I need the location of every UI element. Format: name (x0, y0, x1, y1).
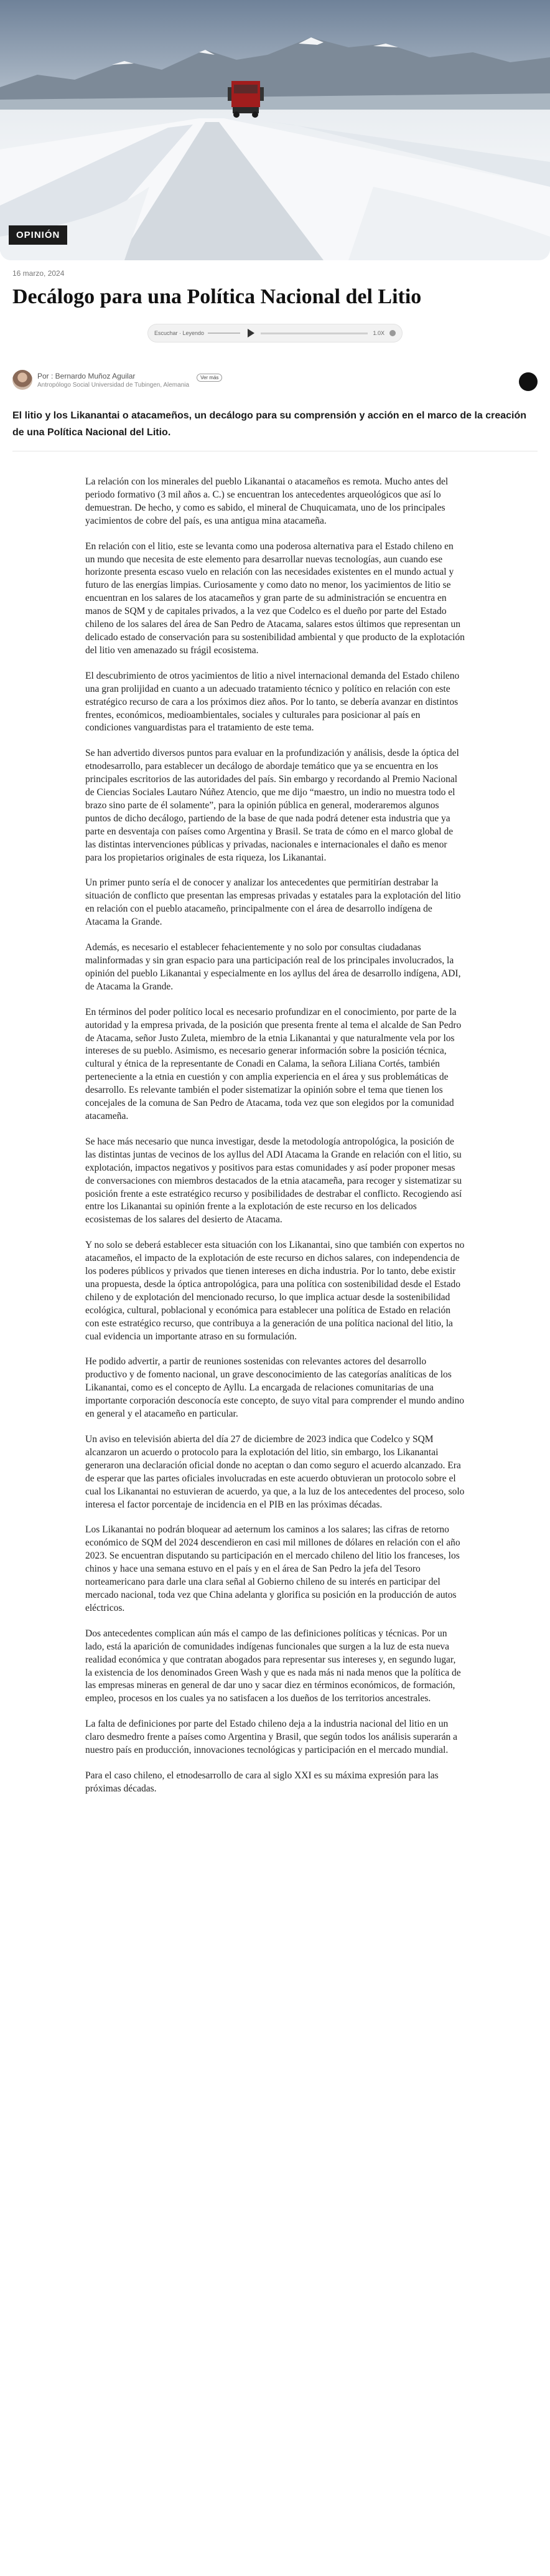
paragraph: Para el caso chileno, el etnodesarrollo de cara al siglo XXI es su máxima expresión para las próximas décadas. (85, 1770, 439, 1794)
paragraph: Dos antecedentes complican aún más el campo de las definiciones políticas y técnicas. Por un lado, está la aparición de comunidades indígenas funcionales que surgen a la luz de esta nueva realidad económica y que contratan abogados para representar sus intereses y, en segundo lugar, la existencia de los denominados Green Wash y que es nada más ni nada menos que la política de las empresas mineras en general de dar uno y sacar diez en términos económicos, de formación, empleo, procesos en los cuales ya no satisfacen a los dueños de los territorios ancestrales. (85, 1628, 461, 1704)
author-block (12, 370, 222, 390)
article-body (85, 476, 465, 1808)
paragraph: Un aviso en televisión abierta del día 27 de diciembre de 2023 indica que Codelco y SQM alcanzaron un acuerdo o protocolo para la explotación del litio, sin embargo, los Likanantai generaron una declaración oficial donde no aceptan o dan como seguro el acuerdo alcanzado. Era de esperar que las partes oficiales involucradas en este acuerdo obtuvieran un protocolo sobre el cual los Likanantai no estuvieran de acuerdo, ya que, a la luz de los antecedentes del proceso, solo interesa el factor porcentaje de incidencia en el PIB en las próximas décadas. (85, 1434, 465, 1510)
playback-rate[interactable]: 1.0X (373, 330, 385, 336)
options-icon[interactable] (389, 330, 396, 336)
paragraph: La falta de definiciones por parte del Estado chileno deja a la industria nacional del litio en un claro desmedro frente a países como Argentina y Brasil, que según todos los análisis superarán a nuestro país en producción, innovaciones tecnológicas y participación en el mercado mundial. (85, 1719, 458, 1756)
paragraph: Los Likanantai no podrán bloquear ad aeternum los caminos a los salares; las cifras de retorno económico de SQM del 2024 descendieron en casi mil millones de dólares en relación con el año 2023. Se encuentran disputando su participación en el mercado chileno del litio los franceses, los chinos y hace una semana estuvo en el país y en el área de San Pedro la jefa del Tesoro norteamericano para darle una clara señal al Gobierno chileno de su interés en participar del mercado nacional, toda vez que China adelanta y glorifica su posición en la producción de autos eléctricos. (85, 1524, 460, 1613)
share-icon[interactable] (519, 372, 538, 391)
paragraph: Un primer punto sería el de conocer y analizar los antecedentes que permitirían destrabar la situación de conflicto que presentan las empresas privadas y estatales para la explotación del litio en relación con el pueblo atacameño, principalmente con el área de desarrollo indígena de Atacama la Grande. (85, 877, 461, 928)
progress-bar[interactable] (261, 333, 368, 334)
hero-illustration (0, 0, 550, 260)
article-lede: El litio y los Likanantai o atacameños, un decálogo para su comprensión y acción en el marco de la creación de una Política Nacional del Litio. (12, 410, 527, 438)
paragraph: Se hace más necesario que nunca investigar, desde la metodología antropológica, la posición de las distintas juntas de vecinos de los ayllus del ADI Atacama la Grande en relación con el litio, su explotación, impactos negativos y positivos para estas comunidades y así poder proponer mesas de conversaciones con miembros destacados de la etnia atacameña, para recoger y sistematizar su posición frente a este estratégico recurso y posibilidades de destrabar el conflicto. Recogiendo así entre los Likanantai su opinión frente a la explotación de este recurso en los delicados ecosistemas de los salares del desierto de Atacama. (85, 1136, 462, 1225)
article-title: Decálogo para una Política Nacional del Litio (12, 285, 422, 308)
volume-track[interactable] (208, 333, 240, 334)
paragraph: Y no solo se deberá establecer esta situación con los Likanantai, sino que también con expertos no atacameños, el impacto de la explotación de este recurso en dichos salares, con independencia de los poderes públicos y privados que tienen intereses en dicha industria. Por lo tanto, debe existir una propuesta, desde la óptica antropológica, para una política con sostenibilidad desde el Estado chileno y de explotación del mencionado recurso, lo que implica actuar desde la sostenibilidad ecológica, cultural, poblacional y económica para establecer una política de Estado en relación con este estratégico recurso, que contribuya a la generación de una política nacional del litio, la cual evidencia un importante atraso en su formulación. (85, 1240, 465, 1342)
publish-date: 16 marzo, 2024 (12, 269, 65, 278)
author-affiliation: Antropólogo Social Universidad de Tubingen, Alemania (37, 381, 190, 389)
paragraph: La relación con los minerales del pueblo Likanantai o atacameños es remota. Mucho antes del periodo formativo (3 mil años a. C.) se encuentran los antecedentes arqueológicos que así lo demuestran. De hecho, y como es sabido, el mineral de Chuquicamata, uno de los principales yacimientos de cobre del país, es una antigua mina atacameña. (85, 476, 449, 526)
play-icon[interactable] (248, 329, 254, 337)
audio-label: Escuchar · Leyendo (154, 330, 205, 336)
audio-player (147, 324, 403, 342)
paragraph: En términos del poder político local es necesario profundizar en el conocimiento, por parte de la autoridad y la empresa privada, de la posición que presenta frente al tema el alcalde de San Pedro de Atacama, señor Justo Zuleta, miembro de la etnia Likanantai y que naturalmente vela por los intereses de su pueblo. Asimismo, es necesario generar información sobre la posición técnica, cultural y étnica de la representante de Conadi en Calama, la señora Liliana Cortés, también perteneciente a la etnia en cuestión y con amplia experiencia en el área y sus problemáticas de desarrollo. Es relevante también el poder sistematizar la opinión sobre el tema que tienen los concejales de la comuna de San Pedro de Atacama, toda vez que son elegidos por la comunidad atacameña. (85, 1006, 462, 1121)
paragraph: El descubrimiento de otros yacimientos de litio a nivel internacional demanda del Estado chileno una gran prolijidad en cuanto a un adecuado tratamiento técnico y político en relación con este estratégico recurso de cara a los próximos diez años. Por lo tanto, se debería avanzar en distintos frentes, económicos, medioambientales, sociales y culturales para posicionar al país en condiciones vanguardistas para el tratamiento de este tema. (85, 670, 460, 734)
author-more-button[interactable]: Ver más (197, 374, 222, 382)
paragraph: En relación con el litio, este se levanta como una poderosa alternativa para el Estado chileno en un mundo que necesita de este elemento para desarrollar nuevas tecnologías, aun cuando ese horizonte presenta escaso vuelo en relación con las necesidades existentes en el mundo actual y futuro de las energías limpias. Curiosamente y como dato no menor, los yacimientos de litio se encuentran en los salares de los atacameños y gran parte de su administración se encuentra en manos de SQM y de capitales privados, a la vez que Codelco es el dueño por parte del Estado chileno de los salares del área de San Pedro de Atacama, salares estos últimos que representan un delicado estado de conservación para su sostenibilidad ambiental y que producto de la explotación del litio ven amenazado su frágil ecosistema. (85, 540, 465, 656)
paragraph: Se han advertido diversos puntos para evaluar en la profundización y análisis, desde la óptica del etnodesarrollo, para establecer un decálogo de abordaje temático que ya se encuentra en los principales escritorios de las autoridades del país. Sin embargo y recordando al Premio Nacional de Ciencias Sociales Lautaro Núñez Atencio, que me dijo “maestro, un indio no muestra todo el brazo sino parte de él solamente”, para la opinión pública en general, moderaremos algunos puntos de dicho decálogo, partiendo de la base de que nada podrá detener esta industria que ya parte en desventaja con países como Argentina y Brasil. Se trata de cómo en el marco global de las distintas intervenciones públicas y privadas, nacionales e internacionales el daño es menor para los propietarios originales de esta riqueza, los Likanantai. (85, 748, 459, 863)
author-name[interactable]: Por : Bernardo Muñoz Aguilar (37, 371, 136, 380)
category-badge[interactable]: OPINIÓN (9, 225, 67, 245)
paragraph: Además, es necesario el establecer fehacientemente y no solo por consultas ciudadanas malinformadas y sin gran espacio para una participación real de los principales involucrados, la opinión del pueblo Likanantai y especialmente en los ayllus del área de desarrollo indígena, ADI, de Atacama la Grande. (85, 942, 461, 992)
avatar (12, 370, 32, 390)
paragraph: He podido advertir, a partir de reuniones sostenidas con relevantes actores del desarrollo productivo y de fomento nacional, un grave desconocimiento de las categorías analíticas de los Likanantai, como es el concepto de Ayllu. La encargada de relaciones comunitarias de una importante corporación desconocía este concepto, de suyo vital para comprender el mundo andino en general y el atacameño en particular. (85, 1356, 465, 1420)
hero-image (0, 0, 550, 260)
